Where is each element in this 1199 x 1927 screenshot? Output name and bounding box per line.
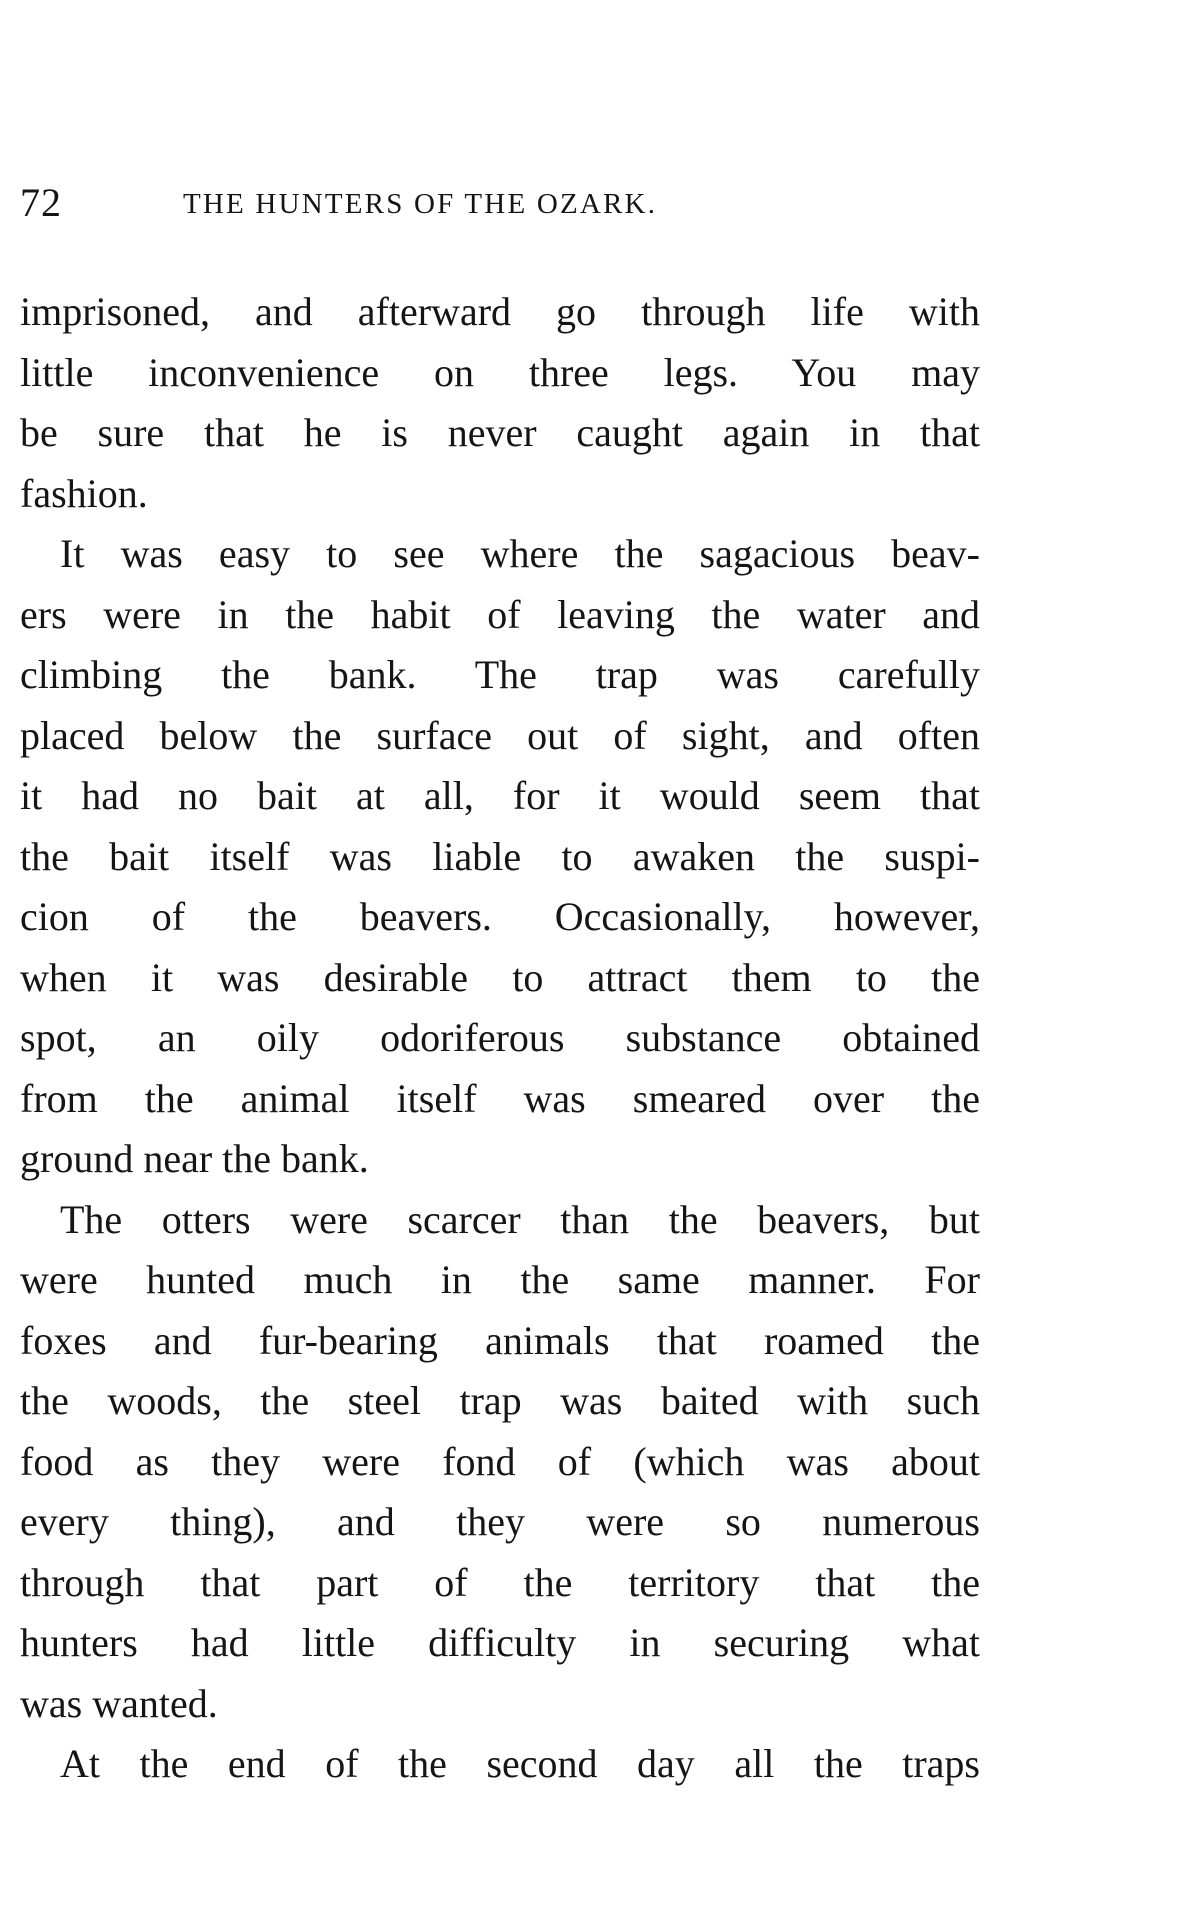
- text-line: was wanted.: [20, 1680, 218, 1726]
- text-line: it had no bait at all, for it would seem that: [20, 773, 980, 818]
- text-line: spot, an oily odoriferous substance obtained: [20, 1015, 980, 1060]
- text-line: The otters were scarcer than the beavers, but: [60, 1196, 980, 1242]
- text-line: imprisoned, and afterward go through life with: [20, 289, 980, 334]
- text-line: climbing the bank. The trap was carefully: [20, 652, 980, 697]
- running-title: THE HUNTERS OF THE OZARK.: [183, 188, 658, 220]
- text-line: At the end of the second day all the traps: [60, 1741, 980, 1786]
- text-line: were hunted much in the same manner. For: [20, 1257, 980, 1302]
- text-line: fashion.: [20, 470, 148, 516]
- text-line: cion of the beavers. Occasionally, however,: [20, 894, 980, 939]
- text-line: foxes and fur-bearing animals that roamed the: [20, 1317, 980, 1363]
- text-line: every thing), and they were so numerous: [20, 1499, 980, 1544]
- text-line: the woods, the steel trap was baited with such: [20, 1378, 980, 1423]
- text-line: through that part of the territory that the: [20, 1559, 980, 1605]
- text-line: placed below the surface out of sight, and often: [20, 712, 980, 758]
- text-line: ground near the bank.: [20, 1136, 369, 1181]
- text-line: hunters had little difficulty in securing what: [20, 1620, 980, 1665]
- text-line: ers were in the habit of leaving the water and: [20, 591, 980, 637]
- text-line: the bait itself was liable to awaken the suspi-: [20, 833, 980, 879]
- text-line: food as they were fond of (which was about: [20, 1438, 980, 1484]
- text-line: from the animal itself was smeared over the: [20, 1075, 980, 1121]
- running-head: [20, 178, 980, 228]
- text-line: when it was desirable to attract them to the: [20, 954, 980, 1000]
- text-line: be sure that he is never caught again in that: [20, 410, 980, 455]
- page-number: 72: [20, 180, 62, 225]
- body-text: [20, 282, 980, 1795]
- text-line: It was easy to see where the sagacious beav-: [60, 531, 980, 576]
- text-line: little inconvenience on three legs. You may: [20, 349, 980, 395]
